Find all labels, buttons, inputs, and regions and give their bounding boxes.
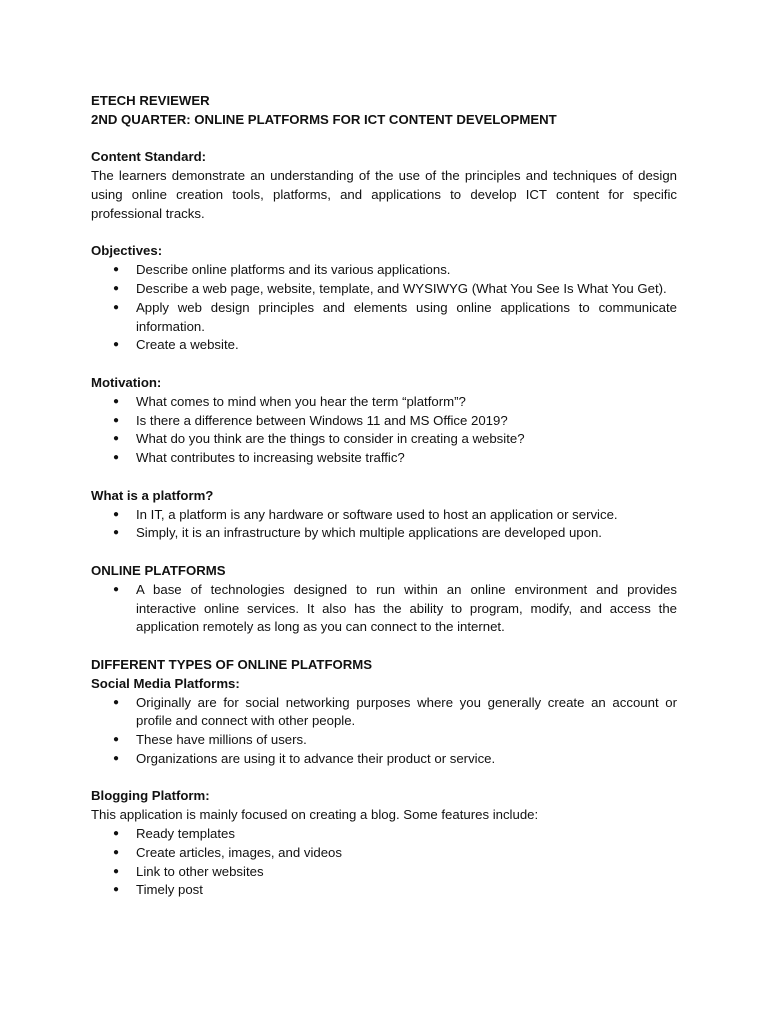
list-item-text: Create a website. — [136, 337, 239, 353]
list-item-text: Describe a web page, website, template, and WYSIWYG (What You See Is What You Get). — [136, 280, 667, 296]
list-item-text: In IT, a platform is any hardware or software used to host an application or service. — [136, 506, 618, 522]
list-item — [91, 430, 677, 449]
document-title: ETECH REVIEWER — [91, 93, 210, 108]
document-content — [91, 92, 677, 900]
list-item-text: A base of technologies designed to run within an online environment and provides interactive online services. It also has the ability to program, modify, and access the application remotely as long as you can connect to the internet. — [136, 581, 677, 635]
bullet-icon: ● — [113, 583, 120, 595]
bullet-icon: ● — [113, 828, 120, 840]
list-item-text: What comes to mind when you hear the term “platform”? — [136, 393, 466, 409]
list-item — [91, 299, 677, 337]
list-item — [91, 881, 677, 900]
list-item-text: Is there a difference between Windows 11 and MS Office 2019? — [136, 412, 508, 428]
list-item — [91, 449, 677, 468]
list-item — [91, 581, 677, 637]
motivation-heading: Motivation: — [91, 374, 162, 390]
bullet-icon: ● — [113, 752, 120, 764]
bullet-icon: ● — [113, 696, 120, 708]
list-item-text: Timely post — [136, 882, 203, 898]
list-item-text: Organizations are using it to advance their product or service. — [136, 750, 496, 766]
social-media-heading: Social Media Platforms: — [91, 675, 240, 691]
list-item-text: Simply, it is an infrastructure by which multiple applications are developed upon. — [136, 525, 602, 541]
spacer — [91, 769, 677, 788]
spacer — [91, 468, 677, 487]
online-platforms-list — [91, 581, 677, 637]
content-standard-heading: Content Standard: — [91, 149, 207, 165]
list-item — [91, 694, 677, 732]
list-item-text: These have millions of users. — [136, 732, 307, 748]
spacer — [91, 355, 677, 374]
bullet-icon: ● — [113, 433, 120, 445]
blogging-intro: This application is mainly focused on creating a blog. Some features include: — [91, 807, 539, 823]
list-item — [91, 393, 677, 412]
blogging-heading: Blogging Platform: — [91, 788, 210, 804]
spacer — [91, 637, 677, 656]
content-standard-text: The learners demonstrate an understanding of the use of the principles and techniques of design using online creation tools, platforms, and applications to develop ICT content for specific professional tracks. — [91, 168, 677, 221]
list-item-text: Create articles, images, and videos — [136, 844, 342, 860]
list-item-text: Describe online platforms and its various applications. — [136, 262, 451, 278]
list-item — [91, 261, 677, 280]
spacer — [91, 224, 677, 243]
what-is-platform-list — [91, 506, 677, 544]
bullet-icon: ● — [113, 264, 120, 276]
bullet-icon: ● — [113, 301, 120, 313]
motivation-list — [91, 393, 677, 468]
bullet-icon: ● — [113, 527, 120, 539]
list-item — [91, 863, 677, 882]
blogging-list — [91, 825, 677, 900]
list-item — [91, 336, 677, 355]
list-item-text: What do you think are the things to consider in creating a website? — [136, 431, 525, 447]
bullet-icon: ● — [113, 734, 120, 746]
spacer — [91, 130, 677, 149]
list-item — [91, 731, 677, 750]
bullet-icon: ● — [113, 846, 120, 858]
document-subtitle: 2ND QUARTER: ONLINE PLATFORMS FOR ICT CONTENT DEVELOPMENT — [91, 111, 557, 127]
what-is-platform-heading: What is a platform? — [91, 487, 214, 503]
list-item — [91, 825, 677, 844]
list-item-text: Apply web design principles and elements using online applications to communicate information. — [136, 299, 677, 334]
bullet-icon: ● — [113, 282, 120, 294]
spacer — [91, 543, 677, 562]
social-media-list — [91, 694, 677, 769]
objectives-list — [91, 261, 677, 355]
list-item — [91, 750, 677, 769]
bullet-icon: ● — [113, 884, 120, 896]
bullet-icon: ● — [113, 865, 120, 877]
bullet-icon: ● — [113, 508, 120, 520]
types-heading: DIFFERENT TYPES OF ONLINE PLATFORMS — [91, 656, 373, 672]
bullet-icon: ● — [113, 414, 120, 426]
list-item-text: Link to other websites — [136, 863, 264, 879]
bullet-icon: ● — [113, 395, 120, 407]
list-item — [91, 506, 677, 525]
list-item — [91, 412, 677, 431]
online-platforms-heading: ONLINE PLATFORMS — [91, 562, 226, 578]
list-item-text: Originally are for social networking purposes where you generally create an account or profile and connect with other people. — [136, 694, 677, 729]
list-item-text: Ready templates — [136, 826, 235, 842]
list-item — [91, 280, 677, 299]
list-item — [91, 844, 677, 863]
bullet-icon: ● — [113, 452, 120, 464]
list-item — [91, 524, 677, 543]
list-item-text: What contributes to increasing website traffic? — [136, 450, 405, 466]
bullet-icon: ● — [113, 339, 120, 351]
objectives-heading: Objectives: — [91, 243, 163, 259]
